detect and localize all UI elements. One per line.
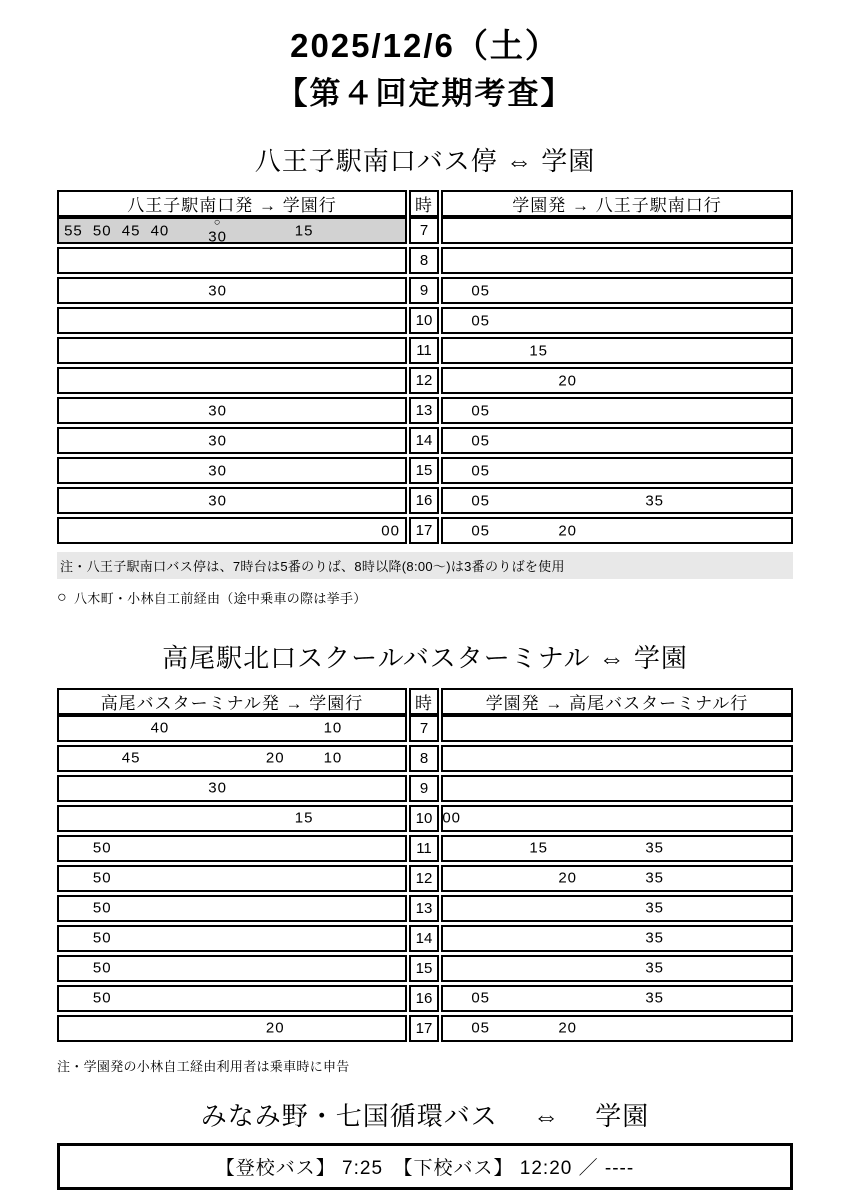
hachioji-platform-note: 注・八王子駅南口バス停は、7時台は5番のりば、8時以降(8:00～)は3番のりばを使用 bbox=[57, 552, 793, 579]
via-circle-mark-icon: ○ bbox=[213, 216, 222, 229]
hour-cell: 8 bbox=[409, 247, 439, 274]
hour-cell: 7 bbox=[409, 715, 439, 742]
hour-cell: 11 bbox=[409, 835, 439, 862]
minute-text: 30 bbox=[208, 228, 227, 246]
timetable-row bbox=[57, 715, 793, 742]
timetable-row bbox=[57, 457, 793, 484]
minute-value: 15 bbox=[294, 222, 314, 240]
outbound-minutes-cell bbox=[57, 217, 407, 244]
minute-value: 30 bbox=[208, 402, 227, 420]
takao-inbound-header: 学園発 → 高尾バスターミナル行 bbox=[441, 688, 793, 715]
minamino-section-title: みなみ野・七国循環バス ⇔ 学園 bbox=[200, 1100, 650, 1131]
minute-value: 35 bbox=[645, 989, 665, 1007]
minute-value: 35 bbox=[645, 929, 665, 947]
hachioji-section-title: 八王子駅南口バス停 ⇔ 学園 bbox=[254, 145, 596, 176]
via-legend bbox=[57, 588, 793, 607]
timetable-row bbox=[57, 337, 793, 364]
takao-table-body bbox=[57, 715, 793, 1042]
minute-value: 50 bbox=[92, 899, 112, 917]
minute-value: 10 bbox=[323, 719, 343, 737]
timetable-row bbox=[57, 277, 793, 304]
hachioji-header-row bbox=[57, 190, 793, 217]
minute-value: 05 bbox=[471, 1019, 491, 1037]
minute-value: 05 bbox=[471, 432, 491, 450]
inbound-minutes-cell bbox=[441, 1015, 793, 1042]
hachioji-outbound-header: 八王子駅南口発 → 学園行 bbox=[57, 190, 407, 217]
minute-value: 20 bbox=[558, 372, 578, 390]
minute-value: 35 bbox=[645, 899, 665, 917]
outbound-minutes-cell bbox=[57, 337, 407, 364]
inbound-minutes-cell bbox=[441, 427, 793, 454]
hour-cell: 16 bbox=[409, 487, 439, 514]
outbound-minutes-cell bbox=[57, 985, 407, 1012]
inbound-minutes-cell bbox=[441, 337, 793, 364]
inbound-minutes-cell bbox=[441, 985, 793, 1012]
circle-mark-icon: ○ bbox=[57, 588, 67, 606]
minute-value: 30 bbox=[208, 282, 227, 300]
inbound-minutes-cell bbox=[441, 517, 793, 544]
minute-value: 20 bbox=[265, 749, 285, 767]
timetable-row bbox=[57, 745, 793, 772]
minute-value: 30 bbox=[208, 779, 227, 797]
hour-cell: 10 bbox=[409, 307, 439, 334]
minute-value: 15 bbox=[529, 839, 549, 857]
outbound-minutes-cell bbox=[57, 427, 407, 454]
hour-cell: 13 bbox=[409, 397, 439, 424]
hachioji-table-body bbox=[57, 217, 793, 544]
timetable-row bbox=[57, 835, 793, 862]
outbound-minutes-cell bbox=[57, 775, 407, 802]
outbound-minutes-cell bbox=[57, 1015, 407, 1042]
minute-value: 55 bbox=[64, 222, 83, 240]
inbound-minutes-cell bbox=[441, 805, 793, 832]
hour-cell: 12 bbox=[409, 367, 439, 394]
timetable-row bbox=[57, 925, 793, 952]
hour-cell: 9 bbox=[409, 775, 439, 802]
minute-value: 05 bbox=[471, 989, 491, 1007]
hachioji-inbound-header: 学園発 → 八王子駅南口行 bbox=[441, 190, 793, 217]
hour-cell: 7 bbox=[409, 217, 439, 244]
minamino-schedule-box bbox=[57, 1143, 793, 1190]
inbound-minutes-cell bbox=[441, 865, 793, 892]
timetable-row bbox=[57, 307, 793, 334]
outbound-minutes-cell bbox=[57, 955, 407, 982]
timetable-row bbox=[57, 985, 793, 1012]
inbound-minutes-cell bbox=[441, 745, 793, 772]
minute-value: 05 bbox=[471, 402, 491, 420]
takao-boarding-note: 注・学園発の小林自工経由利用者は乗車時に申告 bbox=[57, 1058, 350, 1074]
timetable-row bbox=[57, 805, 793, 832]
minute-value: 35 bbox=[645, 869, 665, 887]
via-legend-text: 八木町・小林自工前経由（途中乗車の際は挙手） bbox=[73, 591, 367, 607]
hour-cell: 15 bbox=[409, 955, 439, 982]
minute-value: 20 bbox=[558, 1019, 578, 1037]
hour-cell: 11 bbox=[409, 337, 439, 364]
inbound-minutes-cell bbox=[441, 277, 793, 304]
timetable-row bbox=[57, 247, 793, 274]
timetable-row bbox=[57, 397, 793, 424]
minute-value: 35 bbox=[645, 492, 665, 510]
minute-value: 05 bbox=[471, 312, 491, 330]
minute-value: 50 bbox=[92, 869, 112, 887]
outbound-minutes-cell bbox=[57, 805, 407, 832]
outbound-minutes-cell bbox=[57, 745, 407, 772]
timetable-row bbox=[57, 517, 793, 544]
timetable-row bbox=[57, 427, 793, 454]
minute-value: 00 bbox=[442, 809, 462, 827]
inbound-minutes-cell bbox=[441, 775, 793, 802]
timetable-row bbox=[57, 217, 793, 244]
timetable-row bbox=[57, 775, 793, 802]
inbound-minutes-cell bbox=[441, 925, 793, 952]
minute-value: 30 bbox=[208, 492, 227, 510]
minute-value: 50 bbox=[92, 959, 112, 977]
minute-value: 20 bbox=[558, 869, 578, 887]
minute-value: 05 bbox=[471, 492, 491, 510]
minute-value: 45 bbox=[121, 749, 141, 767]
minute-value: 05 bbox=[471, 462, 491, 480]
takao-section-title: 高尾駅北口スクールバスターミナル ⇔ 学園 bbox=[162, 643, 688, 674]
hour-column-header: 時 bbox=[409, 688, 439, 715]
minute-value: 35 bbox=[645, 959, 665, 977]
date-title: 2025/12/6（土） bbox=[290, 27, 560, 64]
inbound-minutes-cell bbox=[441, 307, 793, 334]
minute-value: 00 bbox=[381, 522, 400, 540]
minute-value: 50 bbox=[92, 839, 112, 857]
hour-cell: 16 bbox=[409, 985, 439, 1012]
hour-cell: 14 bbox=[409, 925, 439, 952]
minute-value: 30 bbox=[208, 462, 227, 480]
hour-cell: 8 bbox=[409, 745, 439, 772]
minute-value: 45 bbox=[121, 222, 141, 240]
takao-outbound-header: 高尾バスターミナル発 → 学園行 bbox=[57, 688, 407, 715]
outbound-minutes-cell bbox=[57, 925, 407, 952]
outbound-minutes-cell bbox=[57, 487, 407, 514]
hour-cell: 9 bbox=[409, 277, 439, 304]
timetable-row bbox=[57, 865, 793, 892]
timetable-row bbox=[57, 895, 793, 922]
minute-value: 50 bbox=[92, 929, 112, 947]
hour-cell: 13 bbox=[409, 895, 439, 922]
timetable-row bbox=[57, 367, 793, 394]
hour-cell: 17 bbox=[409, 517, 439, 544]
minute-value: 50 bbox=[92, 989, 112, 1007]
outbound-minutes-cell bbox=[57, 277, 407, 304]
minute-value: 50 bbox=[92, 222, 112, 240]
takao-timetable bbox=[57, 688, 793, 1042]
inbound-minutes-cell bbox=[441, 715, 793, 742]
timetable-row bbox=[57, 955, 793, 982]
hour-cell: 15 bbox=[409, 457, 439, 484]
inbound-minutes-cell bbox=[441, 457, 793, 484]
outbound-minutes-cell bbox=[57, 397, 407, 424]
minute-value: 30 bbox=[208, 432, 227, 450]
inbound-minutes-cell bbox=[441, 835, 793, 862]
hour-column-header: 時 bbox=[409, 190, 439, 217]
hour-cell: 17 bbox=[409, 1015, 439, 1042]
minute-value: 15 bbox=[294, 809, 314, 827]
hachioji-timetable bbox=[57, 190, 793, 544]
inbound-minutes-cell bbox=[441, 367, 793, 394]
hour-cell: 14 bbox=[409, 427, 439, 454]
inbound-minutes-cell bbox=[441, 895, 793, 922]
minute-value: 20 bbox=[265, 1019, 285, 1037]
outbound-minutes-cell bbox=[57, 247, 407, 274]
minute-value bbox=[208, 217, 227, 244]
exam-period-title: 【第４回定期考査】 bbox=[276, 75, 574, 111]
inbound-minutes-cell bbox=[441, 955, 793, 982]
minamino-schedule-text: 【登校バス】 7:25 【下校バス】 12:20 ／ ---- bbox=[215, 1158, 635, 1180]
timetable-row bbox=[57, 1015, 793, 1042]
minute-value: 10 bbox=[323, 749, 343, 767]
hour-cell: 12 bbox=[409, 865, 439, 892]
minute-value: 35 bbox=[645, 839, 665, 857]
minute-value: 40 bbox=[150, 222, 170, 240]
takao-header-row bbox=[57, 688, 793, 715]
timetable-row bbox=[57, 487, 793, 514]
outbound-minutes-cell bbox=[57, 895, 407, 922]
inbound-minutes-cell bbox=[441, 247, 793, 274]
minute-value: 15 bbox=[529, 342, 549, 360]
inbound-minutes-cell bbox=[441, 397, 793, 424]
outbound-minutes-cell bbox=[57, 865, 407, 892]
hour-cell: 10 bbox=[409, 805, 439, 832]
minute-value: 20 bbox=[558, 522, 578, 540]
outbound-minutes-cell bbox=[57, 307, 407, 334]
outbound-minutes-cell bbox=[57, 835, 407, 862]
minute-value: 40 bbox=[150, 719, 170, 737]
outbound-minutes-cell bbox=[57, 457, 407, 484]
inbound-minutes-cell bbox=[441, 487, 793, 514]
outbound-minutes-cell bbox=[57, 715, 407, 742]
outbound-minutes-cell bbox=[57, 517, 407, 544]
minute-value: 05 bbox=[471, 282, 491, 300]
minute-value: 05 bbox=[471, 522, 491, 540]
inbound-minutes-cell bbox=[441, 217, 793, 244]
outbound-minutes-cell bbox=[57, 367, 407, 394]
